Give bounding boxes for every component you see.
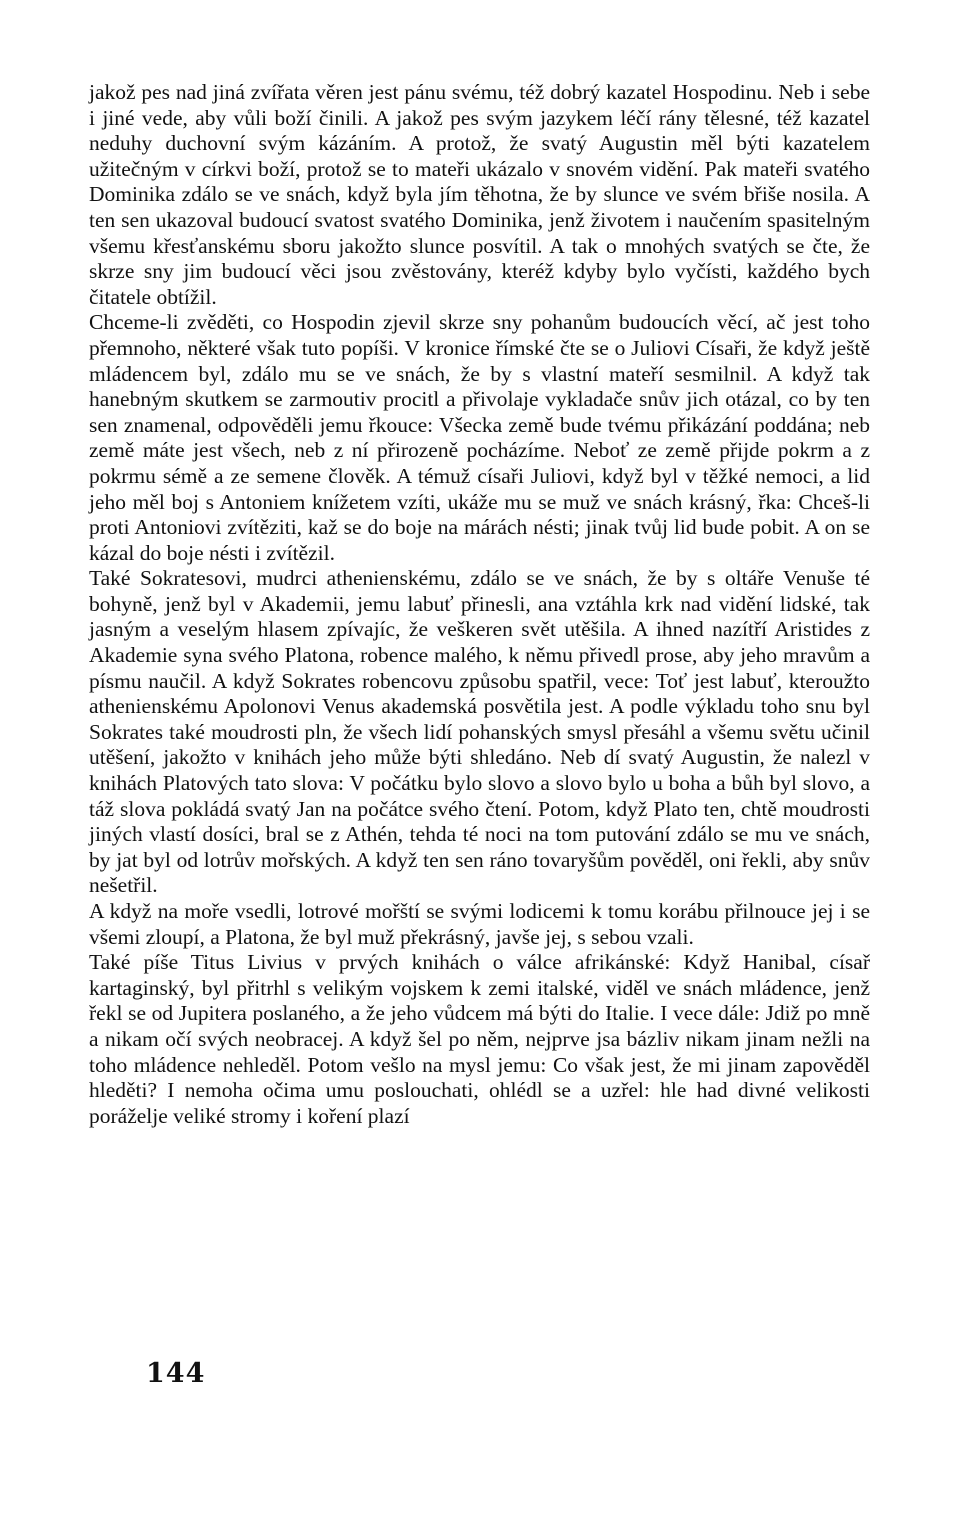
body-text xyxy=(89,80,870,1129)
paragraph-3: Také Sokratesovi, mudrci athenienskému, zdálo se ve snách, že by s oltáře Venuše té bohyně, jenž byl v Akademii, jemu labuť přinesli, ana vztáhla krk nad vidění lidské, tak jasným a veselým hlasem zpívajíc, že veškeren svět utěšila. A ihned nazítří Aristides z Akademie syna svého Platona, robence malého, k němu přivedl prose, aby jeho mravům a písmu naučil. A když Sokrates robencovu způsobu spatřil, vece: Toť jest labuť, kteroužto athenienskému Apolonovi Venus akademská posvětila jest. A podle výkladu toho snu byl Sokrates také moudrosti pln, že všech lidí pohanských smysl přesáhl a všemu světu učinil utěšení, jakožto v knihách jeho může býti shledáno. Neb dí svatý Augustin, že nalezl v knihách Platových tato slova: V počátku bylo slovo a slovo bylo u boha a bůh byl slovo, a táž slova pokládá svatý Jan na počátce svého čtení. Potom, když Plato ten, chtě moudrosti jiných vlastí dosíci, bral se z Athén, tehda té noci na tom putování zdálo se mu ve snách, by jat byl od lotrův mořských. A když ten sen ráno tovaryšům pověděl, oni řekli, aby snův nešetřil. xyxy=(89,566,870,898)
paragraph-4: A když na moře vsedli, lotrové mořští se svými lodicemi k tomu korábu přilnouce jej i se všemi zloupí, a Platona, že byl muž překrásný, javše jej, s sebou vzali. xyxy=(89,899,870,949)
paragraph-5: Také píše Titus Livius v prvých knihách o válce afrikánské: Když Hanibal, císař kartaginský, byl přitrhl s velikým vojskem k zemi italské, viděl ve snách mládence, jenž řekl se od Jupitera poslaného, a že jeho vůdcem má býti do Italie. I vece dále: Jdiž po mně a nikam očí svých neobracej. A když šel po něm, nejprve jsa bázliv nikam jinam nežli na toho mládence nehleděl. Potom vešlo na mysl jemu: Co však jest, že mi jinam zapověděl hleděti? I nemoha očima umu poslouchati, ohlédl se a uzřel: hle had divné velikosti poráželje veliké stromy i koření plazí xyxy=(89,950,870,1128)
paragraph-1: jakož pes nad jiná zvířata věren jest pánu svému, též dobrý kazatel Hospodinu. Neb i sebe i jiné vede, aby vůli boží činili. A jakož pes svým jazykem léčí rány tělesné, též kazatel neduhy duchovní svým kázáním. A protož, že svatý Augustin měl býti kazatelem užitečným v církvi boží, protož se to mateři ukázalo v snovém vidění. Pak mateři svatého Dominika zdálo se ve snách, když byla jím těhotna, že by slunce ve svém břiše nosila. A ten sen ukazoval budoucí svatost svatého Dominika, jenž životem i naučením spasitelným všemu křesťanskému sboru jakožto slunce posvítil. A tak o mnohých svatých se čte, že skrze sny jim budoucí věci jsou zvěstovány, kteréž kdyby bylo vyčísti, každého bych čitatele obtížil. xyxy=(89,80,870,309)
page-number: 144 xyxy=(146,1358,206,1389)
paragraph-2: Chceme-li zvěděti, co Hospodin zjevil skrze sny pohanům budoucích věcí, ač jest toho přemnoho, některé však tuto popíši. V kronice římské čte se o Juliovi Císaři, že když ještě mládencem byl, zdálo mu se ve snách, že by s vlastní mateří sesmilnil. A když tak hanebným skutkem se zarmoutiv procitl a přivolaje vykladače snův jich otázal, co by ten sen znamenal, odpověděli jemu řkouce: Všecka země bude tvému přikázání poddána; neb země máte jest všech, neb z ní přirozeně pocházíme. Neboť ze země přijde pokrm a z pokrmu sémě a ze semene člověk. A témuž císaři Juliovi, když byl v těžké nemoci, a lid jeho měl boj s Antoniem knížetem vzíti, ukáže mu se muž ve snách krásný, řka: Chceš-li proti Antoniovi zvítěziti, kaž se do boje na márách nésti; jinak tvůj lid bude pobit. A on se kázal do boje nésti i zvítězil. xyxy=(89,310,870,565)
